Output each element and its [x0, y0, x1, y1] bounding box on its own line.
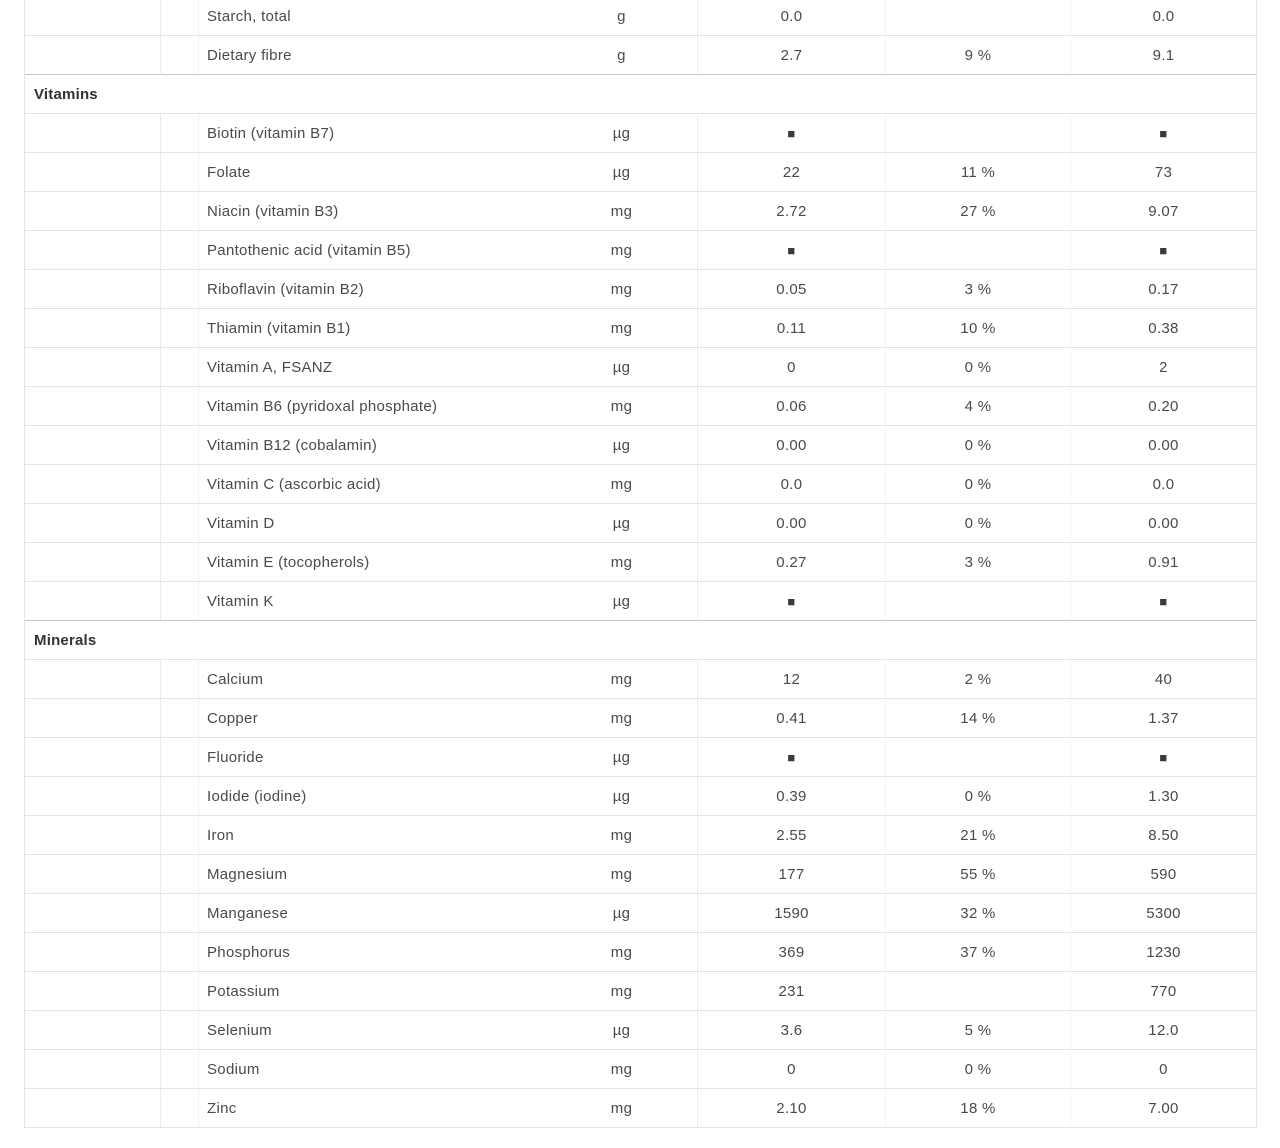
indent-cell: [25, 270, 161, 309]
nutrient-name: Vitamin C (ascorbic acid): [199, 465, 546, 504]
indent-cell: [161, 777, 199, 816]
unit-cell: mg: [546, 231, 698, 270]
per-serving-value: 369: [698, 933, 886, 972]
unit-cell: mg: [546, 387, 698, 426]
per-serving-value: 12: [698, 660, 886, 699]
section-header: Vitamins: [25, 75, 1256, 114]
per-100g-value: 0.00: [1071, 426, 1256, 465]
table-row: [25, 699, 1256, 738]
indent-cell: [25, 660, 161, 699]
per-serving-value: 0.00: [698, 426, 886, 465]
per-serving-value: 2.55: [698, 816, 886, 855]
daily-value-percent: 10 %: [886, 309, 1071, 348]
per-serving-value: 2.10: [698, 1089, 886, 1128]
nutrient-name: Sodium: [199, 1050, 546, 1089]
table-row: [25, 309, 1256, 348]
daily-value-percent: 0 %: [886, 465, 1071, 504]
nutrient-name: Fluoride: [199, 738, 546, 777]
indent-cell: [161, 738, 199, 777]
daily-value-percent: 5 %: [886, 1011, 1071, 1050]
daily-value-percent: 21 %: [886, 816, 1071, 855]
per-serving-value: ■: [698, 231, 886, 270]
per-serving-value: 3.6: [698, 1011, 886, 1050]
nutrition-table-container: [24, 0, 1257, 1128]
unit-cell: mg: [546, 1050, 698, 1089]
indent-cell: [25, 387, 161, 426]
indent-cell: [25, 1050, 161, 1089]
indent-cell: [25, 465, 161, 504]
table-row: [25, 1089, 1256, 1128]
indent-cell: [25, 972, 161, 1011]
per-100g-value: 5300: [1071, 894, 1256, 933]
per-100g-value: 9.07: [1071, 192, 1256, 231]
indent-cell: [25, 426, 161, 465]
indent-cell: [161, 699, 199, 738]
per-100g-value: 9.1: [1071, 36, 1256, 75]
indent-cell: [161, 933, 199, 972]
per-100g-value: 590: [1071, 855, 1256, 894]
indent-cell: [161, 387, 199, 426]
indent-cell: [161, 0, 199, 36]
nutrient-name: Vitamin A, FSANZ: [199, 348, 546, 387]
per-100g-value: ■: [1071, 114, 1256, 153]
unit-cell: µg: [546, 582, 698, 621]
nutrition-table-body: [25, 0, 1256, 1128]
per-serving-value: 0.11: [698, 309, 886, 348]
nutrient-name: Zinc: [199, 1089, 546, 1128]
per-100g-value: 770: [1071, 972, 1256, 1011]
indent-cell: [161, 1011, 199, 1050]
per-serving-value: ■: [698, 738, 886, 777]
table-row: [25, 738, 1256, 777]
indent-cell: [25, 192, 161, 231]
per-serving-value: 0.0: [698, 0, 886, 36]
indent-cell: [161, 543, 199, 582]
nutrient-name: Starch, total: [199, 0, 546, 36]
nutrient-name: Thiamin (vitamin B1): [199, 309, 546, 348]
per-serving-value: 231: [698, 972, 886, 1011]
per-100g-value: 0.17: [1071, 270, 1256, 309]
indent-cell: [25, 777, 161, 816]
per-serving-value: 2.72: [698, 192, 886, 231]
indent-cell: [161, 114, 199, 153]
unit-cell: µg: [546, 153, 698, 192]
daily-value-percent: 3 %: [886, 543, 1071, 582]
indent-cell: [161, 309, 199, 348]
per-100g-value: 0.0: [1071, 465, 1256, 504]
indent-cell: [161, 192, 199, 231]
unit-cell: mg: [546, 543, 698, 582]
nutrient-name: Potassium: [199, 972, 546, 1011]
nutrient-name: Selenium: [199, 1011, 546, 1050]
daily-value-percent: 2 %: [886, 660, 1071, 699]
per-100g-value: 1.30: [1071, 777, 1256, 816]
daily-value-percent: [886, 582, 1071, 621]
per-100g-value: 0.91: [1071, 543, 1256, 582]
nutrient-name: Copper: [199, 699, 546, 738]
indent-cell: [25, 1011, 161, 1050]
daily-value-percent: 0 %: [886, 348, 1071, 387]
indent-cell: [161, 153, 199, 192]
per-serving-value: 0.06: [698, 387, 886, 426]
section-row: [25, 621, 1256, 660]
nutrient-name: Vitamin B6 (pyridoxal phosphate): [199, 387, 546, 426]
per-100g-value: 1230: [1071, 933, 1256, 972]
per-100g-value: 0.0: [1071, 0, 1256, 36]
table-row: [25, 114, 1256, 153]
table-row: [25, 153, 1256, 192]
indent-cell: [25, 0, 161, 36]
indent-cell: [161, 270, 199, 309]
per-serving-value: 2.7: [698, 36, 886, 75]
table-row: [25, 1011, 1256, 1050]
unit-cell: mg: [546, 816, 698, 855]
unit-cell: mg: [546, 855, 698, 894]
indent-cell: [25, 504, 161, 543]
unit-cell: mg: [546, 699, 698, 738]
per-serving-value: ■: [698, 114, 886, 153]
table-row: [25, 0, 1256, 36]
nutrient-name: Vitamin B12 (cobalamin): [199, 426, 546, 465]
per-100g-value: 40: [1071, 660, 1256, 699]
table-row: [25, 192, 1256, 231]
per-serving-value: 0: [698, 1050, 886, 1089]
per-100g-value: 0.20: [1071, 387, 1256, 426]
indent-cell: [161, 582, 199, 621]
nutrient-name: Magnesium: [199, 855, 546, 894]
daily-value-percent: 9 %: [886, 36, 1071, 75]
daily-value-percent: 0 %: [886, 504, 1071, 543]
table-row: [25, 816, 1256, 855]
table-row: [25, 972, 1256, 1011]
table-row: [25, 387, 1256, 426]
nutrient-name: Iron: [199, 816, 546, 855]
per-100g-value: 12.0: [1071, 1011, 1256, 1050]
per-serving-value: 0.05: [698, 270, 886, 309]
daily-value-percent: 55 %: [886, 855, 1071, 894]
table-row: [25, 36, 1256, 75]
nutrient-name: Dietary fibre: [199, 36, 546, 75]
nutrient-name: Vitamin D: [199, 504, 546, 543]
indent-cell: [161, 504, 199, 543]
indent-cell: [161, 855, 199, 894]
indent-cell: [161, 1089, 199, 1128]
unit-cell: µg: [546, 777, 698, 816]
per-serving-value: 0.39: [698, 777, 886, 816]
section-header: Minerals: [25, 621, 1256, 660]
indent-cell: [161, 1050, 199, 1089]
indent-cell: [25, 309, 161, 348]
nutrient-name: Vitamin E (tocopherols): [199, 543, 546, 582]
per-100g-value: ■: [1071, 582, 1256, 621]
indent-cell: [161, 231, 199, 270]
table-row: [25, 426, 1256, 465]
daily-value-percent: 14 %: [886, 699, 1071, 738]
table-row: [25, 1050, 1256, 1089]
indent-cell: [161, 972, 199, 1011]
indent-cell: [25, 153, 161, 192]
unit-cell: g: [546, 0, 698, 36]
per-100g-value: 1.37: [1071, 699, 1256, 738]
per-100g-value: 2: [1071, 348, 1256, 387]
indent-cell: [25, 855, 161, 894]
table-row: [25, 465, 1256, 504]
nutrient-name: Manganese: [199, 894, 546, 933]
unit-cell: mg: [546, 972, 698, 1011]
nutrition-table: [24, 0, 1257, 1128]
table-row: [25, 504, 1256, 543]
indent-cell: [25, 36, 161, 75]
per-100g-value: ■: [1071, 231, 1256, 270]
table-row: [25, 543, 1256, 582]
indent-cell: [25, 582, 161, 621]
indent-cell: [25, 816, 161, 855]
indent-cell: [25, 738, 161, 777]
table-row: [25, 660, 1256, 699]
indent-cell: [161, 465, 199, 504]
unit-cell: µg: [546, 894, 698, 933]
table-row: [25, 270, 1256, 309]
unit-cell: mg: [546, 1089, 698, 1128]
indent-cell: [25, 894, 161, 933]
per-serving-value: 1590: [698, 894, 886, 933]
nutrient-name: Pantothenic acid (vitamin B5): [199, 231, 546, 270]
per-serving-value: 0.27: [698, 543, 886, 582]
unit-cell: mg: [546, 192, 698, 231]
daily-value-percent: [886, 0, 1071, 36]
per-100g-value: 8.50: [1071, 816, 1256, 855]
daily-value-percent: [886, 114, 1071, 153]
section-row: [25, 75, 1256, 114]
daily-value-percent: 4 %: [886, 387, 1071, 426]
per-100g-value: 0: [1071, 1050, 1256, 1089]
per-100g-value: 0.38: [1071, 309, 1256, 348]
nutrient-name: Niacin (vitamin B3): [199, 192, 546, 231]
per-100g-value: 0.00: [1071, 504, 1256, 543]
indent-cell: [25, 699, 161, 738]
per-serving-value: ■: [698, 582, 886, 621]
table-row: [25, 582, 1256, 621]
table-row: [25, 231, 1256, 270]
indent-cell: [161, 348, 199, 387]
daily-value-percent: [886, 231, 1071, 270]
unit-cell: µg: [546, 504, 698, 543]
daily-value-percent: 11 %: [886, 153, 1071, 192]
nutrient-name: Folate: [199, 153, 546, 192]
daily-value-percent: 3 %: [886, 270, 1071, 309]
indent-cell: [25, 348, 161, 387]
daily-value-percent: 0 %: [886, 777, 1071, 816]
indent-cell: [25, 543, 161, 582]
daily-value-percent: 37 %: [886, 933, 1071, 972]
indent-cell: [161, 894, 199, 933]
indent-cell: [25, 114, 161, 153]
indent-cell: [161, 426, 199, 465]
per-serving-value: 0.00: [698, 504, 886, 543]
indent-cell: [25, 1089, 161, 1128]
table-row: [25, 894, 1256, 933]
unit-cell: mg: [546, 309, 698, 348]
unit-cell: g: [546, 36, 698, 75]
indent-cell: [161, 816, 199, 855]
unit-cell: µg: [546, 348, 698, 387]
unit-cell: µg: [546, 1011, 698, 1050]
unit-cell: mg: [546, 270, 698, 309]
per-serving-value: 22: [698, 153, 886, 192]
nutrient-name: Calcium: [199, 660, 546, 699]
nutrient-name: Phosphorus: [199, 933, 546, 972]
unit-cell: mg: [546, 933, 698, 972]
daily-value-percent: 27 %: [886, 192, 1071, 231]
per-100g-value: 7.00: [1071, 1089, 1256, 1128]
table-row: [25, 777, 1256, 816]
per-serving-value: 177: [698, 855, 886, 894]
per-serving-value: 0: [698, 348, 886, 387]
indent-cell: [161, 36, 199, 75]
nutrient-name: Riboflavin (vitamin B2): [199, 270, 546, 309]
unit-cell: µg: [546, 738, 698, 777]
unit-cell: mg: [546, 465, 698, 504]
unit-cell: µg: [546, 114, 698, 153]
table-row: [25, 933, 1256, 972]
unit-cell: µg: [546, 426, 698, 465]
daily-value-percent: 18 %: [886, 1089, 1071, 1128]
per-serving-value: 0.0: [698, 465, 886, 504]
nutrient-name: Vitamin K: [199, 582, 546, 621]
indent-cell: [161, 660, 199, 699]
per-100g-value: 73: [1071, 153, 1256, 192]
daily-value-percent: 0 %: [886, 426, 1071, 465]
nutrient-name: Biotin (vitamin B7): [199, 114, 546, 153]
nutrient-name: Iodide (iodine): [199, 777, 546, 816]
table-row: [25, 348, 1256, 387]
indent-cell: [25, 231, 161, 270]
per-100g-value: ■: [1071, 738, 1256, 777]
daily-value-percent: 32 %: [886, 894, 1071, 933]
indent-cell: [25, 933, 161, 972]
daily-value-percent: 0 %: [886, 1050, 1071, 1089]
daily-value-percent: [886, 972, 1071, 1011]
daily-value-percent: [886, 738, 1071, 777]
table-row: [25, 855, 1256, 894]
unit-cell: mg: [546, 660, 698, 699]
per-serving-value: 0.41: [698, 699, 886, 738]
